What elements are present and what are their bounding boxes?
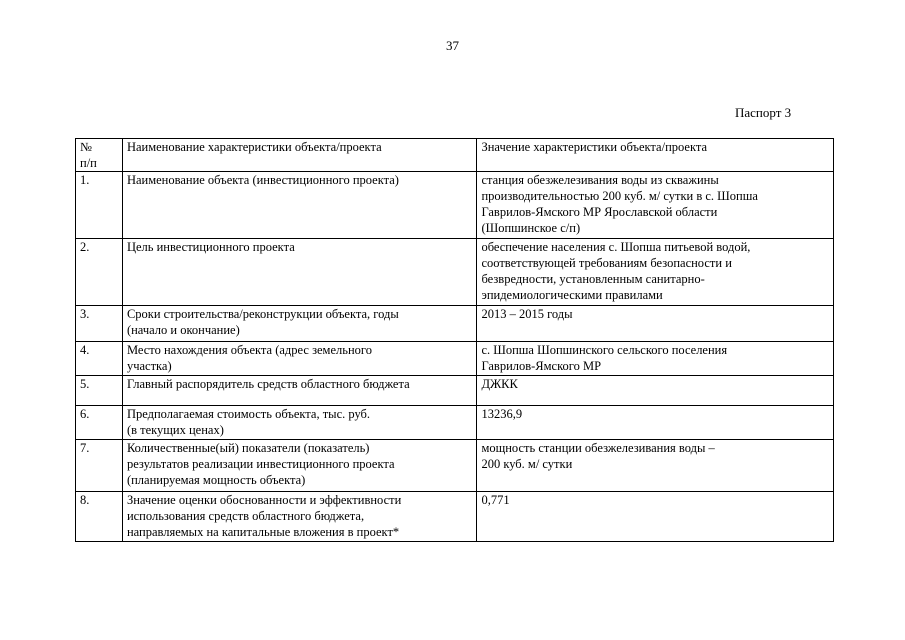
row-number: 8. (76, 492, 123, 542)
row-number: 7. (76, 440, 123, 492)
passport-label: Паспорт 3 (735, 105, 792, 120)
row-characteristic-name: Наименование объекта (инвестиционного проекта) (122, 172, 477, 239)
row-characteristic-name: Сроки строительства/реконструкции объекта, годы (начало и окончание) (122, 306, 477, 342)
row-characteristic-name: Предполагаемая стоимость объекта, тыс. руб. (в текущих ценах) (122, 406, 477, 440)
row-characteristic-value: 0,771 (477, 492, 834, 542)
row-characteristic-value: ДЖКК (477, 376, 834, 406)
table-row (76, 306, 834, 342)
table-row (76, 172, 834, 239)
table-row (76, 376, 834, 406)
table-row (76, 492, 834, 542)
row-characteristic-value: мощность станции обезжелезивания воды – 200 куб. м/ сутки (477, 440, 834, 492)
row-number: 3. (76, 306, 123, 342)
header-characteristic-value: Значение характеристики объекта/проекта (477, 139, 834, 172)
row-number: 2. (76, 239, 123, 306)
row-characteristic-value: с. Шопша Шопшинского сельского поселения Гаврилов-Ямского МР (477, 342, 834, 376)
table-header-row (76, 139, 834, 172)
table-row (76, 239, 834, 306)
row-number: 1. (76, 172, 123, 239)
row-characteristic-name: Значение оценки обоснованности и эффективности использования средств областного бюджета, направляемых на капитальные вложения в проект* (122, 492, 477, 542)
row-characteristic-value: 13236,9 (477, 406, 834, 440)
row-number: 6. (76, 406, 123, 440)
row-characteristic-name: Количественные(ый) показатели (показатель) результатов реализации инвестиционного проекта (планируемая мощность объекта) (122, 440, 477, 492)
header-number: № п/п (76, 139, 123, 172)
row-number: 5. (76, 376, 123, 406)
header-characteristic-name: Наименование характеристики объекта/проекта (122, 139, 477, 172)
row-characteristic-value: станция обезжелезивания воды из скважины производительностью 200 куб. м/ сутки в с. Шопша Гаврилов-Ямского МР Ярославской области (Шопшинское с/п) (477, 172, 834, 239)
row-characteristic-value: 2013 – 2015 годы (477, 306, 834, 342)
passport-table (75, 138, 834, 542)
table-row (76, 406, 834, 440)
row-number: 4. (76, 342, 123, 376)
row-characteristic-name: Цель инвестиционного проекта (122, 239, 477, 306)
row-characteristic-value: обеспечение населения с. Шопша питьевой водой, соответствующей требованиям безопасности и безвредности, установленным санитарно- эпидемиологическими правилами (477, 239, 834, 306)
row-characteristic-name: Главный распорядитель средств областного бюджета (122, 376, 477, 406)
page-number: 37 (446, 38, 459, 53)
table-row (76, 440, 834, 492)
row-characteristic-name: Место нахождения объекта (адрес земельного участка) (122, 342, 477, 376)
table-row (76, 342, 834, 376)
